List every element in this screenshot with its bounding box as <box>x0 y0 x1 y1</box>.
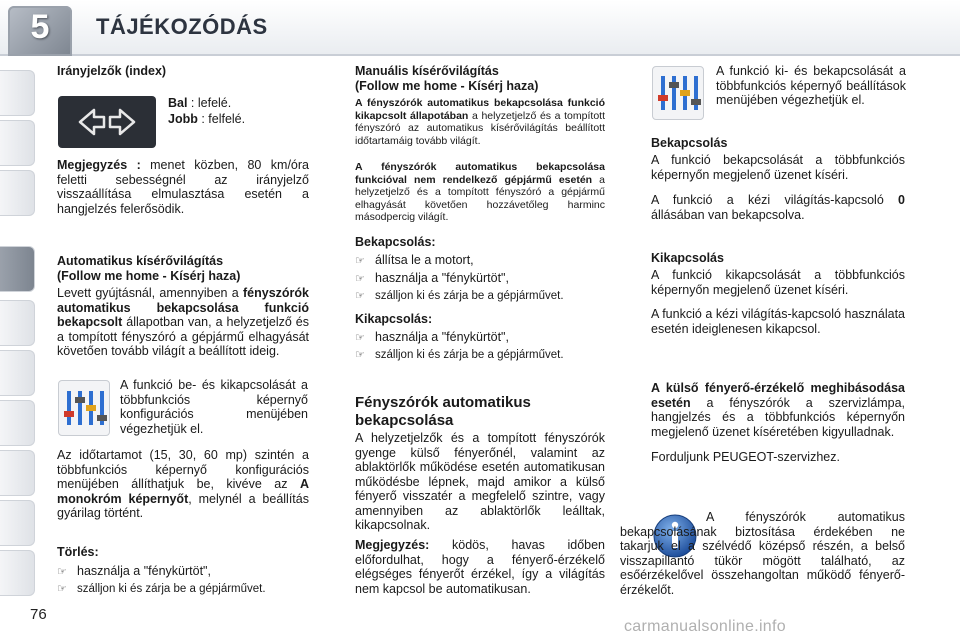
chapter-title: TÁJÉKOZÓDÁS <box>96 14 268 39</box>
bekapcsolas-text-2: A funkció a kézi világítás-kapcsoló 0 állásában van bekapcsolva. <box>651 193 905 222</box>
turn-arrows-icon <box>58 96 156 148</box>
manual-follow-title: Manuális kísérővilágítás (Follow me home - Kísérj haza) <box>355 64 539 93</box>
bal-line: Bal : lefelé. <box>168 96 232 110</box>
note-paragraph: Megjegyzés : menet közben, 80 km/óra feletti sebességnél az irányjelző visszaállítása elmulasztása esetén a hangjelzés felerősödik. <box>57 158 309 216</box>
page-number: 76 <box>30 606 47 623</box>
bullet-icon: ☞ <box>355 255 365 267</box>
side-tab[interactable] <box>0 120 35 166</box>
settings-sliders-icon <box>652 66 704 120</box>
auto-follow-title: Automatikus kísérővilágítás (Follow me home - Kísérj haza) <box>57 254 241 283</box>
kikapcsolas-text-1: A funkció kikapcsolását a többfunkciós képernyőn megjelenő üzenet kíséri. <box>651 268 905 297</box>
bullet-icon: ☞ <box>355 273 365 285</box>
bekapcsolas-title: Bekapcsolás <box>651 136 728 150</box>
off-title: Kikapcsolás: <box>355 312 433 326</box>
bullet-icon: ☞ <box>355 290 365 302</box>
auto-on-title: Fényszórók automatikus bekapcsolása <box>355 394 531 429</box>
on-item: ☞ szálljon ki és zárja be a gépjárművet. <box>355 290 564 302</box>
delete-item: ☞ szálljon ki és zárja be a gépjárművet. <box>57 583 266 595</box>
on-title: Bekapcsolás: <box>355 235 436 249</box>
settings-sliders-icon <box>58 380 110 436</box>
side-tab[interactable] <box>0 300 35 346</box>
side-tab[interactable] <box>0 500 35 546</box>
bekapcsolas-text-1: A funkció bekapcsolását a többfunkciós képernyőn megjelenő üzenet kíséri. <box>651 153 905 182</box>
side-tab[interactable] <box>0 350 35 396</box>
side-tab[interactable] <box>0 170 35 216</box>
bullet-icon: ☞ <box>355 332 365 344</box>
side-tab[interactable] <box>0 550 35 596</box>
fog-note: Megjegyzés: ködös, havas időben előfordulhat, hogy a fényerő-érzékelő elégséges fényerőt érzékel, így a világítás nem kapcsol be automatikusan. <box>355 538 605 596</box>
auto-on-text: A helyzetjelzők és a tompított fényszórók gyenge külső fényerőnél, valamint az ablaktörlők működése esetén automatikusan működésbe lépnek, majd amikor a külső fényerő visszatér a megfelelő szintre, vagy amennyiben az ablaktörlők leálltak, kikapcsolnak. <box>355 431 605 532</box>
config-text: A funkció be- és kikapcsolását a többfunkciós képernyő konfigurációs menüjében végezhetjük el. <box>120 378 308 436</box>
duration-text: Az időtartamot (15, 30, 60 mp) szintén a többfunkciós képernyő konfigurációs menüjében állíthatjuk be, kivéve az A monokróm képernyőt, melynél a beállítás gyárilag történt. <box>57 448 309 520</box>
chapter-number: 5 <box>30 8 50 46</box>
delete-title: Törlés: <box>57 545 99 559</box>
off-item: ☞ szálljon ki és zárja be a gépjárművet. <box>355 349 564 361</box>
watermark: carmanualsonline.info <box>624 618 786 635</box>
on-item: ☞ állítsa le a motort, <box>355 253 474 267</box>
manual-note-1: A fényszórók automatikus bekapcsolása funkció kikapcsolt állapotában a helyzetjelző és a tompított fényszóró az automatikus kísérővilágítás beállított időtartamáig tovább világít. <box>355 97 605 147</box>
side-tab-active[interactable] <box>0 246 35 292</box>
side-tab[interactable] <box>0 70 35 116</box>
delete-item: ☞ használja a "fénykürtöt", <box>57 564 211 578</box>
bullet-icon: ☞ <box>57 583 67 595</box>
auto-follow-text: Levett gyújtásnál, amennyiben a fényszórók automatikus bekapcsolása funkció bekapcsolt állapotban van, a helyzetjelző és a tompított fényszóró a gépjármű elhagyását követően tovább világít a beállított ideig. <box>57 286 309 358</box>
header-rule <box>0 54 960 56</box>
side-tab[interactable] <box>0 450 35 496</box>
indicator-button-image <box>58 96 156 148</box>
info-text-flow: A fényszórók automatikus bekapcsolásának biztosítása érdekében ne takarjuk el a szélvédő középső részén, a belső visszapillantó tükör mögött található, az esőérzékelővel összehangoltan működő fényerő-érzékelőt. <box>620 510 905 597</box>
index-title: Irányjelzők (index) <box>57 64 167 78</box>
jobb-line: Jobb : felfelé. <box>168 112 246 126</box>
sensor-fault-text-2: Forduljunk PEUGEOT-szervizhez. <box>651 450 840 464</box>
on-item: ☞ használja a "fénykürtöt", <box>355 271 509 285</box>
config-text-2: A funkció ki- és bekapcsolását a többfunkciós képernyő beállítások menüjében végezhetjük el. <box>716 64 906 107</box>
kikapcsolas-title: Kikapcsolás <box>651 251 724 265</box>
off-item: ☞ használja a "fénykürtöt", <box>355 330 509 344</box>
sensor-fault-text: A külső fényerő-érzékelő meghibásodása esetén a fényszórók a szervizlámpa, hangjelzés és a többfunkciós képernyőn megjelenő üzenet kíséretében kigyulladnak. <box>651 381 905 439</box>
kikapcsolas-text-2: A funkció a kézi világítás-kapcsoló használata esetén ideiglenesen kikapcsol. <box>651 307 905 336</box>
side-tab[interactable] <box>0 400 35 446</box>
bullet-icon: ☞ <box>355 349 365 361</box>
bullet-icon: ☞ <box>57 566 67 578</box>
manual-note-2: A fényszórók automatikus bekapcsolása funkcióval nem rendelkező gépjármű esetén a helyzetjelző és a tompított fényszóró a gépjármű elhagyását követően hozzávetőleg harminc másodpercig világít. <box>355 161 605 223</box>
